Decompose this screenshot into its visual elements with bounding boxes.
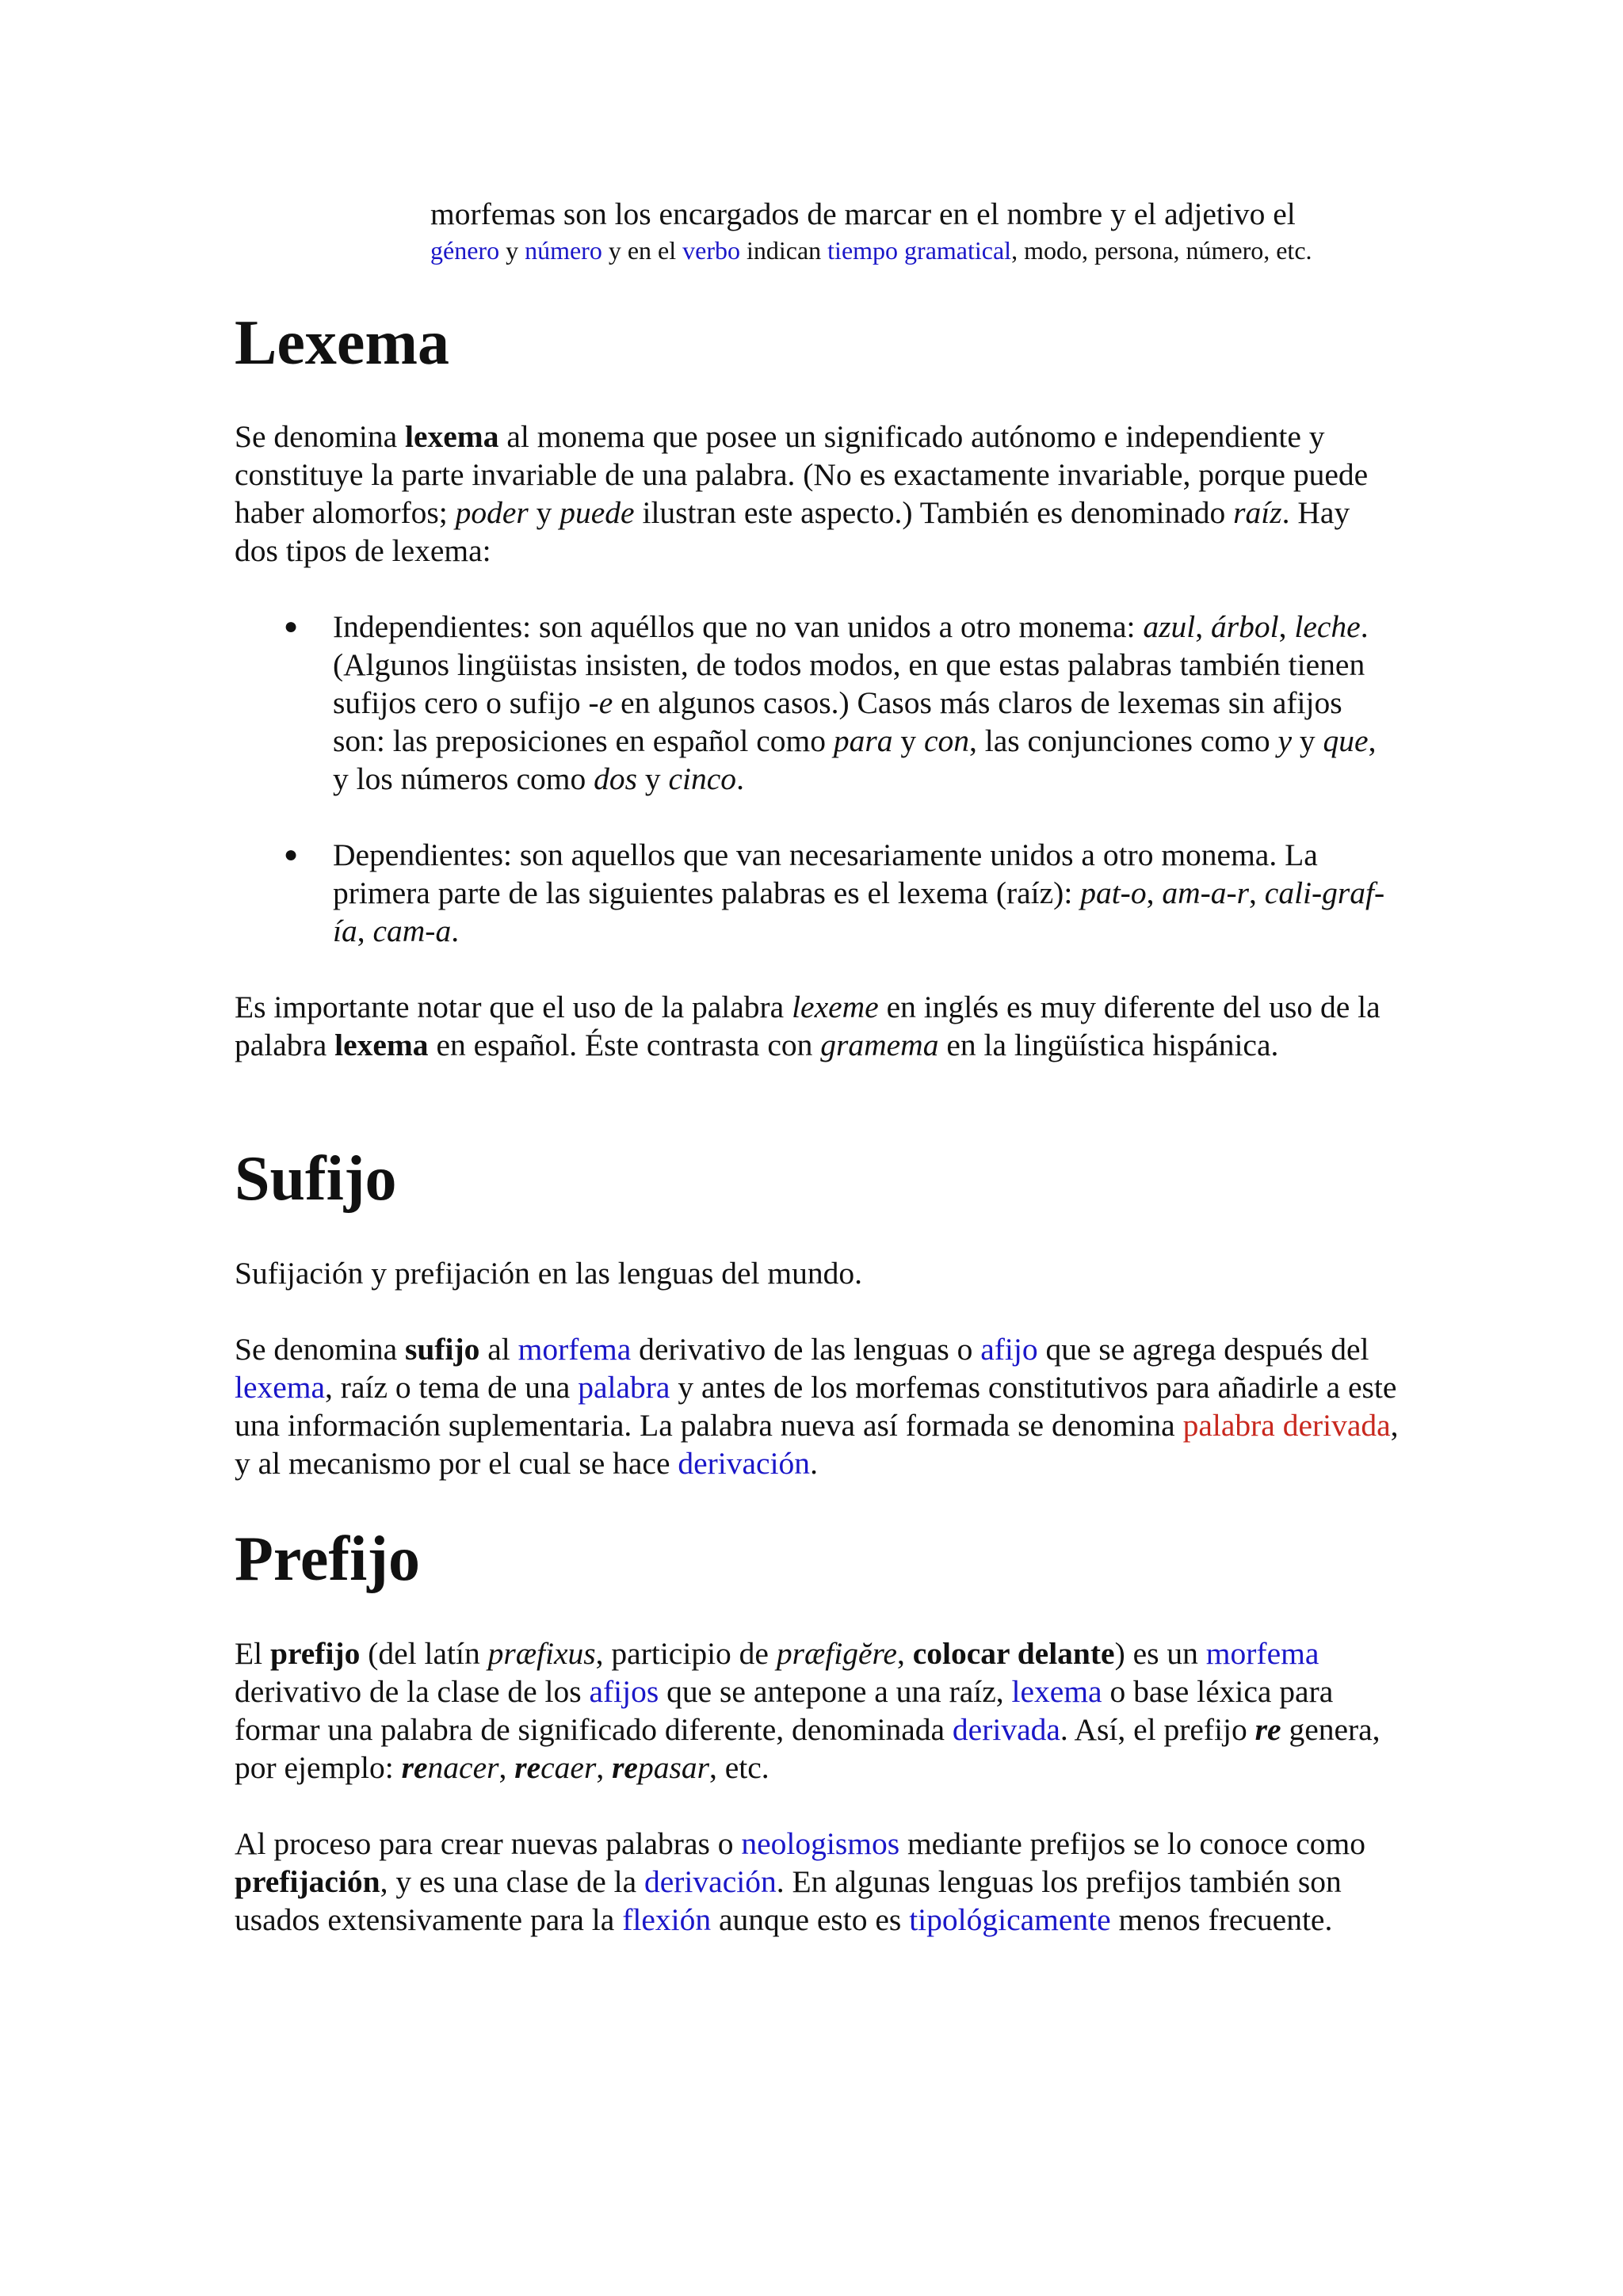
link-morfema[interactable]: morfema	[517, 1332, 632, 1367]
lexema-paragraph-2: Es importante notar que el uso de la palabra lexeme en inglés es muy diferente del uso de la palabra lexema en español. Éste contrasta con gramema en la lingüística hispánica.	[235, 990, 1381, 1062]
link-lexema[interactable]: lexema	[235, 1370, 326, 1405]
lexema-paragraph-1: Se denomina lexema al monema que posee un significado autónomo e independiente y constituye la parte invariable de una palabra. (No es exactamente invariable, porque puede haber alomorfos; poder y puede ilustran este aspecto.) También es denominado raíz. Hay dos tipos de lexema:	[235, 419, 1369, 568]
heading-sufijo: Sufijo	[235, 1144, 397, 1214]
list-item-dependientes: ● Dependientes: son aquellos que van necesariamente unidos a otro monema. La primera parte de las siguientes palabras es el lexema (raíz): pat-o, am-a-r, cali-graf-ía, cam-a.	[284, 837, 1385, 948]
heading-prefijo: Prefijo	[235, 1524, 420, 1594]
prefijo-paragraph-2: Al proceso para crear nuevas palabras o neologismos mediante prefijos se lo conoce como prefijación, y es una clase de la derivación. En algunas lenguas los prefijos también son usados extensivamente para la flexión aunque esto es tipológicamente menos frecuente.	[235, 1826, 1365, 1937]
link-neologismos[interactable]: neologismos	[741, 1826, 900, 1861]
intro-line: morfemas son los encargados de marcar en el nombre y el adjetivo el	[430, 196, 1296, 231]
link-afijo[interactable]: afijo	[980, 1332, 1038, 1367]
link-lexema-2[interactable]: lexema	[1011, 1674, 1102, 1709]
link-palabra[interactable]: palabra	[578, 1370, 670, 1405]
link-palabra-derivada[interactable]: palabra derivada	[1182, 1408, 1391, 1443]
lexema-types-list	[235, 608, 1400, 950]
heading-lexema: Lexema	[235, 308, 450, 378]
link-derivacion-2[interactable]: derivación	[644, 1864, 777, 1899]
link-genero[interactable]: género	[430, 236, 500, 265]
link-tipologicamente[interactable]: tipológicamente	[909, 1902, 1111, 1937]
link-flexion[interactable]: flexión	[622, 1902, 712, 1937]
link-derivacion[interactable]: derivación	[678, 1446, 811, 1481]
bullet-icon: ●	[284, 841, 299, 868]
link-tiempo-gramatical[interactable]: tiempo gramatical	[827, 236, 1012, 265]
intro-line-small: género y número y en el verbo indican tiempo gramatical, modo, persona, número, etc.	[430, 236, 1312, 265]
prefijo-paragraph-1: El prefijo (del latín præfixus, participio de præfigĕre, colocar delante) es un morfema derivativo de la clase de los afijos que se antepone a una raíz, lexema o base léxica para formar una palabra de significado diferente, denominada derivada. Así, el prefijo re genera, por ejemplo: renacer, recaer, repasar, etc.	[235, 1636, 1381, 1785]
link-verbo[interactable]: verbo	[682, 236, 740, 265]
list-item-independientes: ● Independientes: son aquéllos que no van unidos a otro monema: azul, árbol, leche. (Algunos lingüistas insisten, de todos modos, en que estas palabras también tienen sufijos cero o sufijo -e en algunos casos.) Casos más claros de lexemas sin afijos son: las preposiciones en español como para y con, las conjunciones como y y que, y los números como dos y cinco.	[284, 609, 1377, 796]
link-morfema-2[interactable]: morfema	[1205, 1636, 1319, 1671]
link-derivada[interactable]: derivada	[952, 1712, 1060, 1747]
sufijo-paragraph: Se denomina sufijo al morfema derivativo de las lenguas o afijo que se agrega después del lexema, raíz o tema de una palabra y antes de los morfemas constitutivos para añadirle a este una información suplementaria. La palabra nueva así formada se denomina palabra derivada, y al mecanismo por el cual se hace derivación.	[235, 1332, 1399, 1481]
sufijo-caption: Sufijación y prefijación en las lenguas del mundo.	[235, 1256, 862, 1291]
link-afijos[interactable]: afijos	[589, 1674, 659, 1709]
bullet-icon: ●	[284, 613, 299, 639]
link-numero[interactable]: número	[525, 236, 602, 265]
